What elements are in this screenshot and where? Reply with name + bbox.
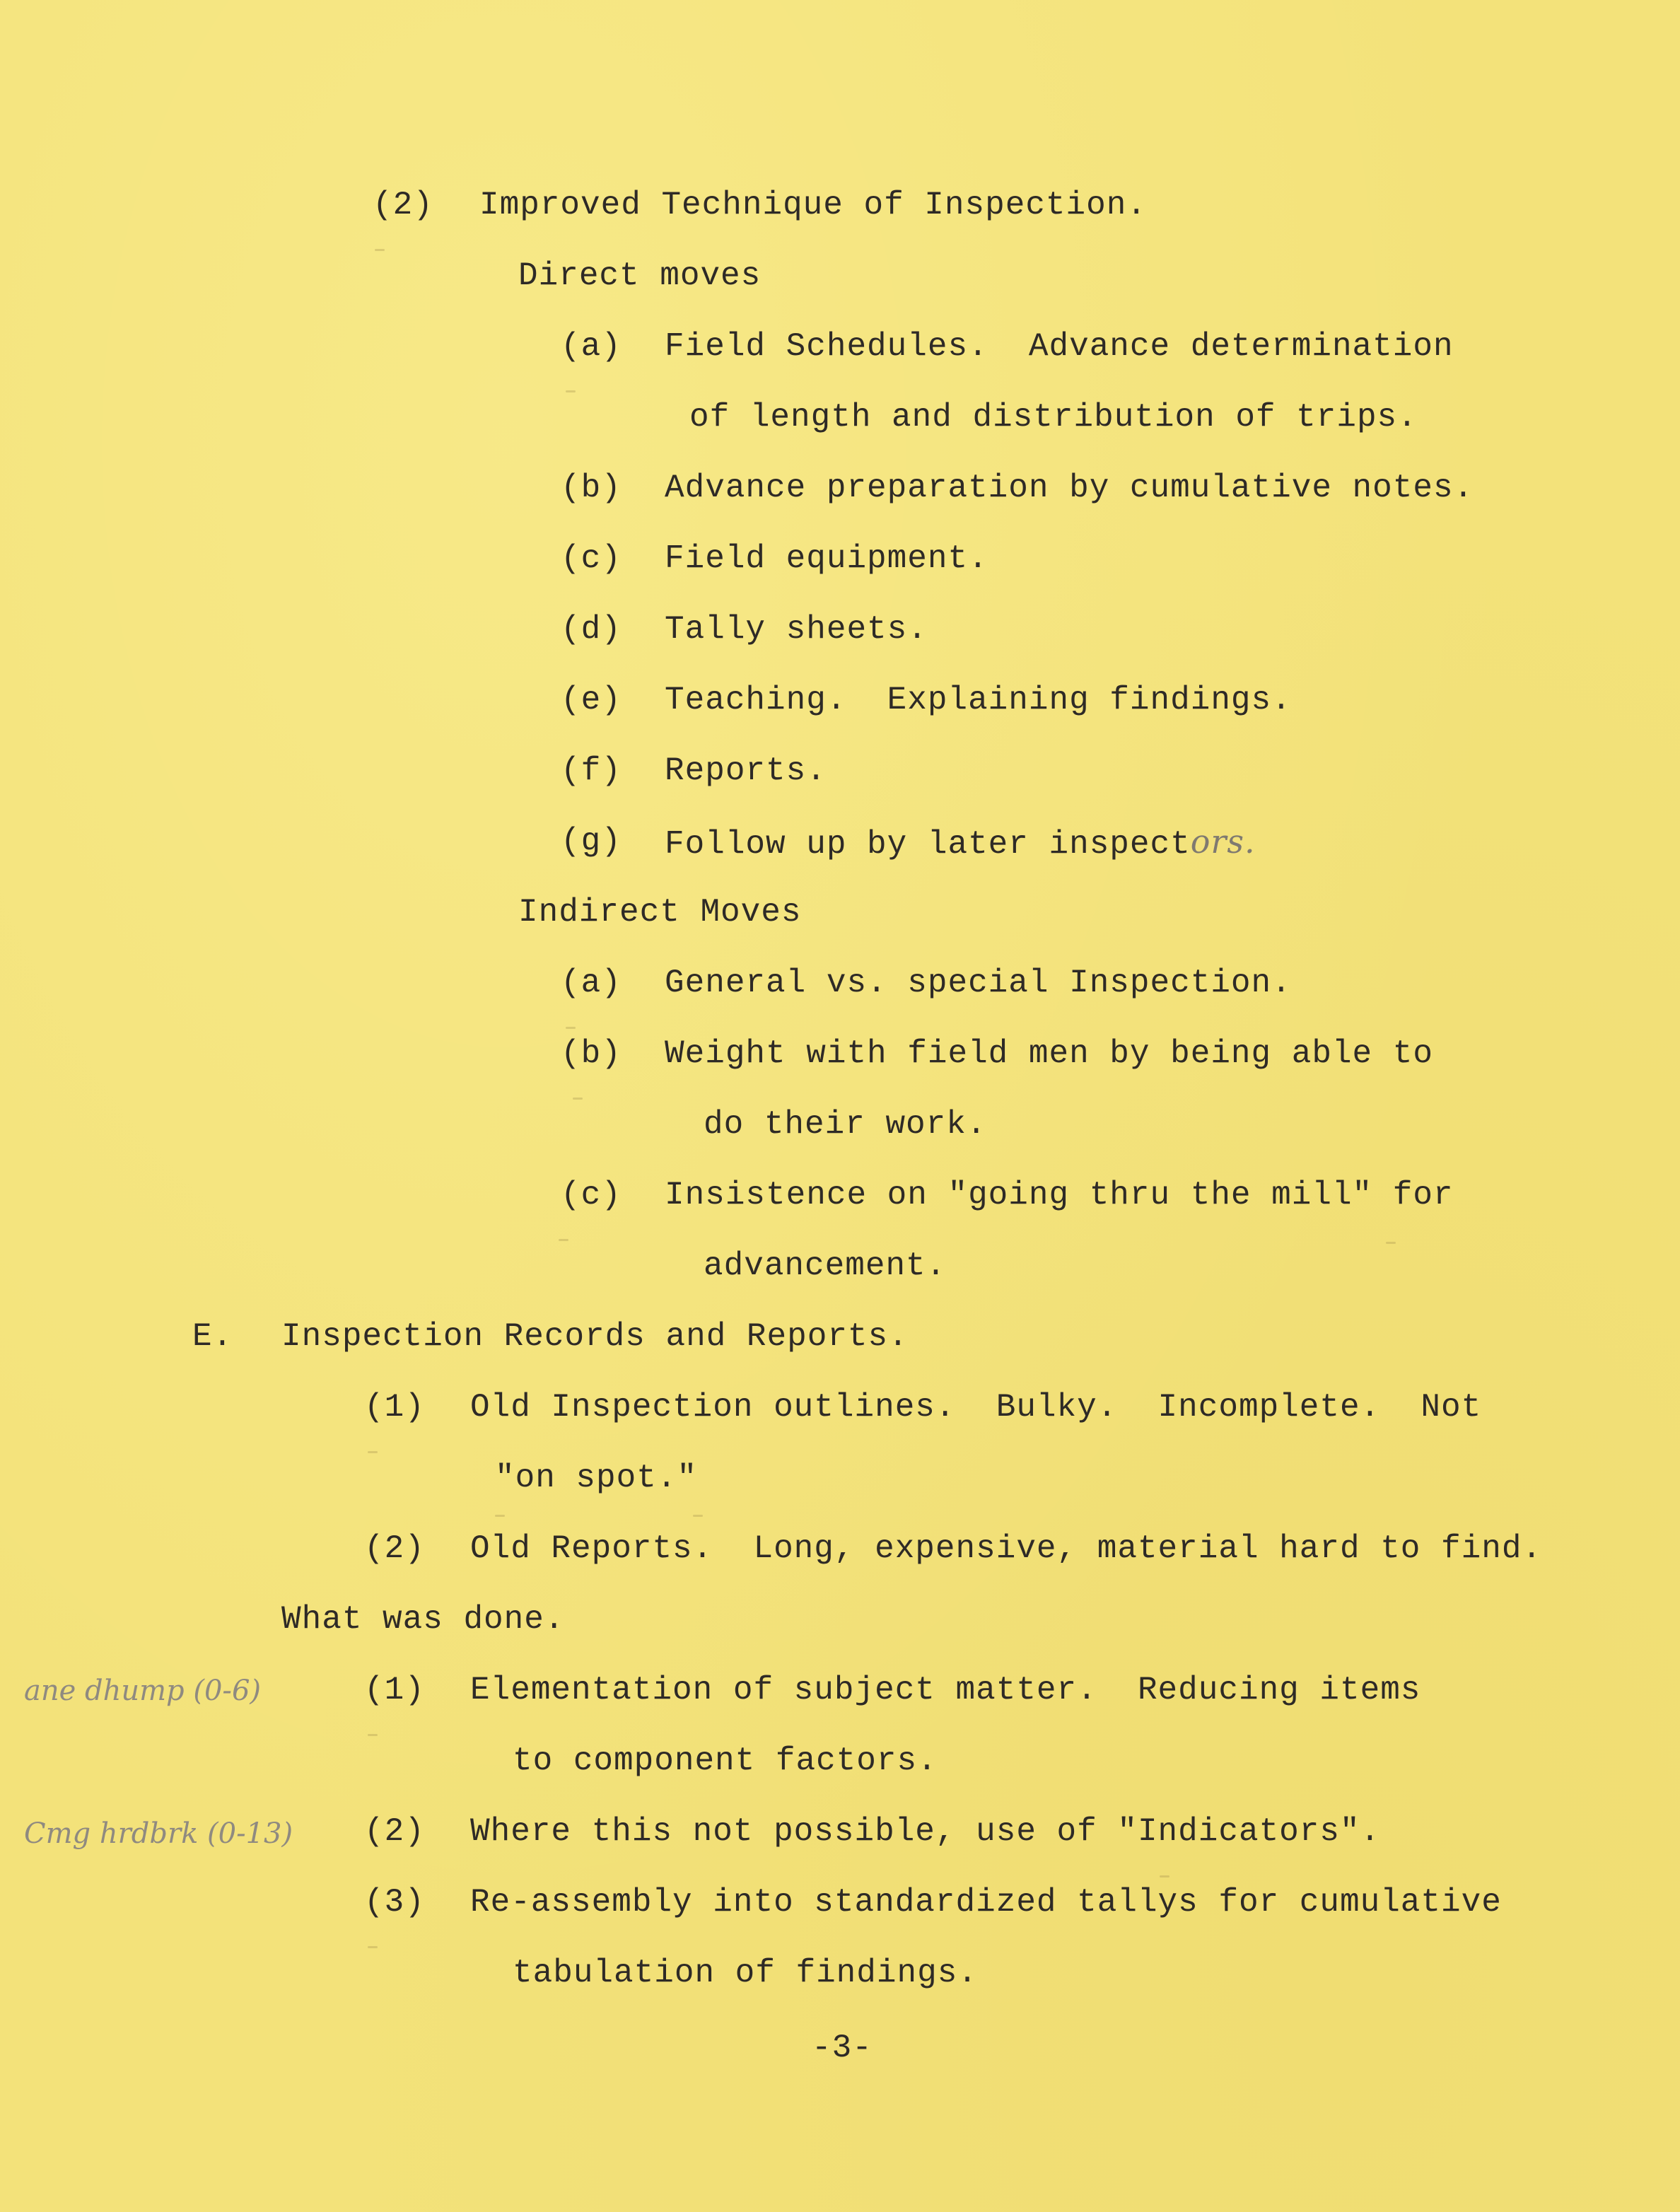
item-label: (a): [561, 965, 622, 1001]
item-label: (b): [561, 470, 622, 506]
handwritten-correction: ors.: [1190, 822, 1256, 861]
item-text-continued: "on spot.": [495, 1460, 698, 1496]
item-text-continued: advancement.: [704, 1247, 947, 1284]
item-text: Elementation of subject matter. Reducing items: [470, 1672, 1421, 1709]
item-text: Where this not possible, use of "Indicators".: [470, 1813, 1381, 1850]
item-label: (e): [561, 682, 622, 718]
item-text: Weight with field men by being able to: [665, 1035, 1433, 1072]
page-number: -3-: [812, 2030, 873, 2066]
item-text-continued: to component factors.: [513, 1742, 938, 1779]
item-text: General vs. special Inspection.: [665, 965, 1292, 1001]
item-label: (f): [561, 752, 622, 789]
item-text: Advance preparation by cumulative notes.: [665, 470, 1474, 506]
item-text: Field Schedules. Advance determination: [665, 328, 1454, 365]
handwritten-margin-note: Cmg hrdbrk (0-13): [24, 1817, 293, 1850]
item-label: (g): [561, 823, 622, 860]
item-label: (d): [561, 611, 622, 648]
paper-speck: [693, 1515, 703, 1517]
section-title: Improved Technique of Inspection.: [479, 187, 1147, 223]
paper-speck: [1386, 1242, 1396, 1244]
paper-speck: [368, 1451, 378, 1453]
item-text-continued: do their work.: [704, 1106, 987, 1143]
item-label: (c): [561, 540, 622, 577]
paper-speck: [559, 1239, 568, 1241]
paper-speck: [566, 1027, 576, 1029]
item-text-continued: of length and distribution of trips.: [689, 399, 1418, 436]
paper-speck: [566, 390, 576, 392]
paper-speck: [368, 1734, 378, 1736]
item-text: Old Reports. Long, expensive, material hard to find.: [470, 1530, 1543, 1567]
item-label: (1): [364, 1672, 425, 1709]
section-title: Inspection Records and Reports.: [281, 1318, 909, 1355]
item-text: Re-assembly into standardized tallys for cumulative: [470, 1884, 1502, 1921]
paper-speck: [368, 1946, 378, 1948]
indirect-moves-heading: Indirect Moves: [518, 894, 802, 931]
direct-moves-heading: Direct moves: [518, 257, 762, 294]
item-label: (2): [364, 1813, 425, 1850]
paper-speck: [573, 1098, 583, 1100]
item-text: Teaching. Explaining findings.: [665, 682, 1292, 718]
paper-speck: [495, 1515, 505, 1517]
item-label: (3): [364, 1884, 425, 1921]
item-label: (c): [561, 1177, 622, 1213]
section-number: (2): [373, 187, 433, 223]
item-text: Old Inspection outlines. Bulky. Incomplete. Not: [470, 1389, 1482, 1426]
paper-speck: [1160, 1875, 1169, 1878]
typed-text: Follow up by later inspect: [665, 826, 1191, 863]
item-text-continued: tabulation of findings.: [513, 1955, 978, 1991]
section-letter: E.: [192, 1318, 233, 1355]
handwritten-margin-note: ane dhump (0-6): [24, 1675, 261, 1707]
what-was-done-heading: What was done.: [281, 1601, 565, 1638]
item-text: Insistence on "going thru the mill" for: [665, 1177, 1454, 1213]
item-text: Tally sheets.: [665, 611, 928, 648]
item-label: (a): [561, 328, 622, 365]
paper-speck: [375, 249, 385, 251]
item-text: Field equipment.: [665, 540, 988, 577]
item-text: [665, 822, 1256, 864]
item-label: (b): [561, 1035, 622, 1072]
item-label: (1): [364, 1389, 425, 1426]
item-label: (2): [364, 1530, 425, 1567]
item-text: Reports.: [665, 752, 827, 789]
